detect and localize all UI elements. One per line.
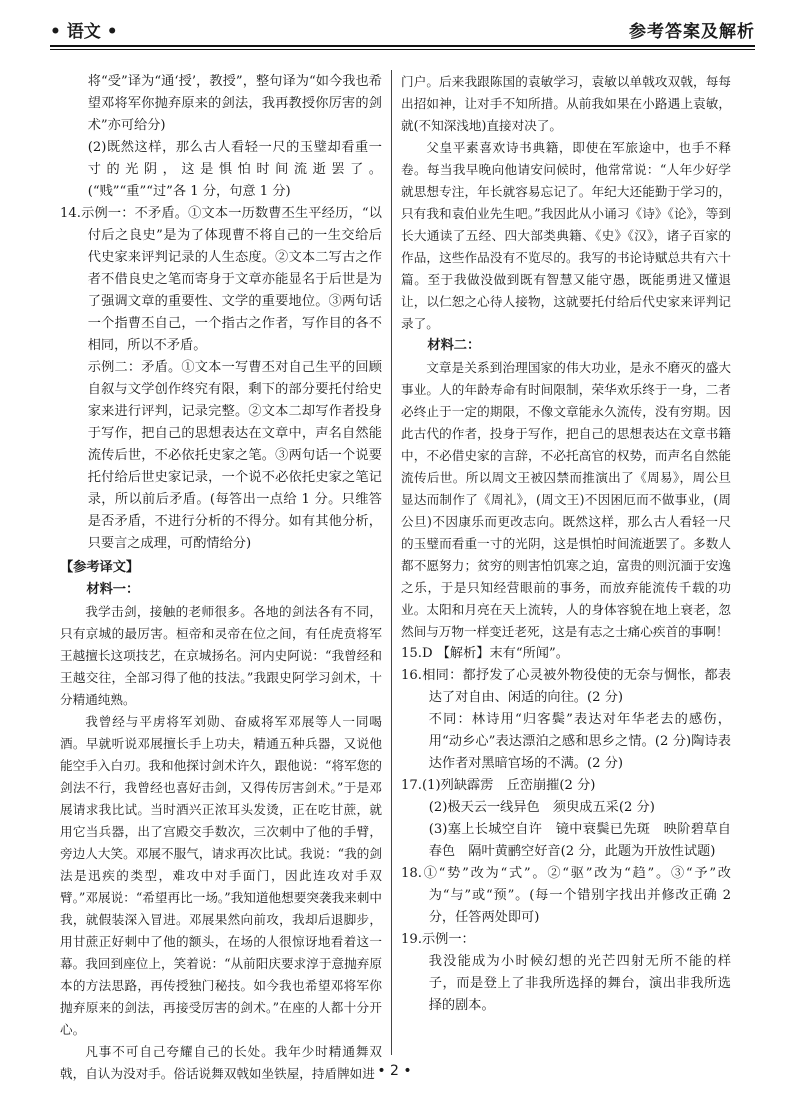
answer-14-example-2: 示例二：矛盾。①文本一写曹丕对自己生平的回顾自叙与文学创作终究有限，剩下的部分要托付给史家来进行评判，记录完整。②文本二却写作者投身于写作，把自己的思想表达在文章中，声名自然能流传后世，不必依托史家之笔。③两句话一个说要托付给后世史家记录，一个说不必依托史家之笔记录，所以前后矛盾。(每答出一点给 1 分。只维答是否矛盾，不进行分析的不得分。如有其他分析，只要言之成理，可酌情给分) xyxy=(87,360,382,551)
answer-17-3: (3)塞上长城空自许 镜中衰鬓已先斑 映阶碧草自春色 隔叶黄鹂空好音(2 分，此题为开放性试题) xyxy=(428,822,731,859)
left-column xyxy=(60,71,382,1085)
answer-17-1: 17.(1)列缺霹雳 丘峦崩摧(2 分) xyxy=(401,778,596,793)
answer-13-1-tail: 将“受”译为“通‘授’，教授”，整句译为“如今我也希望邓将军你抛弃原来的剑法，我再教授你厉害的剑术”亦可给分) xyxy=(87,74,382,133)
answer-16-diff: 不同：林诗用“归客鬓”表达对年华老去的感伤，用“动乡心”表达漂泊之感和思乡之情。(2 分)陶诗表达作者对黑暗官场的不满。(2 分) xyxy=(428,712,731,771)
page-number: • 2 • xyxy=(377,1063,412,1079)
translation-paragraph: 父皇平素喜欢诗书典籍，即使在军旅途中，也手不释卷。每当我早晚向他请安问候时，他常常说：“人年少好学就思想专注，年长就容易忘记了。年纪大还能勤于学习的，只有我和袁伯业先生吧。”我因此从小诵习《诗》《论》，等到长大通读了五经、四大部类典籍、《史》《汉》，诸子百家的作品，这些作品没有不览尽的。我写的书论诗赋总共有六十篇。至于我做没做到既有智慧又能守愚，既能勇进又懂退让，以仁恕之心待人接物，这就要托付给后代史家来评判记录了。 xyxy=(401,140,731,331)
right-column xyxy=(401,71,731,1017)
page-header xyxy=(50,14,755,42)
material-2-heading: 材料二： xyxy=(427,338,481,353)
material-1-heading: 材料一： xyxy=(86,582,140,597)
answer-17-2: (2)极天云一线异色 须臾成五采(2 分) xyxy=(428,800,655,815)
header-rule-thin xyxy=(50,49,755,50)
answer-19-example: 我没能成为小时候幻想的光芒四射无所不能的样子，而是登上了非我所选择的舞台，演出非我所选择的剧本。 xyxy=(428,954,731,1013)
translation-paragraph: 我学击剑，接触的老师很多。各地的剑法各有不同，只有京城的最厉害。桓帝和灵帝在位之间，有任虎贲将军王越擅长这项技艺，在京城扬名。河内史阿说：“我曾经和王越交往，全部习得了他的技法。”我跟史阿学习剑术，十分精通纯熟。 xyxy=(60,604,382,707)
translation-paragraph: 文章是关系到治理国家的伟大功业，是永不磨灭的盛大事业。人的年龄寿命有时间限制，荣华欢乐终于一身，二者必终止于一定的期限，不像文章能永久流传，没有穷期。因此古代的作者，投身于写作，把自己的思想表达在文章书籍中，不必借史家的言辞，不必托高官的权势，而声名自然能流传后世。所以周文王被囚禁而推演出了《周易》，周公旦显达而制作了《周礼》，(周文王)不因困厄而不做事业，(周公旦)不因康乐而更改志向。既然这样，那么古人看轻一尺的玉璧而看重一寸的光阴，这是惧怕时间流逝罢了。多数人都不愿努力；贫穷的则害怕饥寒之迫，富贵的则沉湎于安逸之乐，于是只知经营眼前的事务，而放弃能流传千载的功业。太阳和月亮在天上流转，人的身体容貌在地上衰老，忽然间与万物一样变迁老死，这是有志之士痛心疾首的事啊！ xyxy=(401,360,731,639)
answer-14-example-1: 14.示例一：不矛盾。①文本一历数曹丕生平经历，“以付后之良史”是为了体现曹不将自己的一生交给后代史家来评判记录的人生态度。②文本二写古之作者不借良史之笔而寄身于文章亦能显名于后世是为了强调文章的重要性、文学的重要地位。③两句话一个指曹丕自己，一个指古之作者，写作目的各不相同，所以不矛盾。 xyxy=(60,206,382,353)
translation-paragraph: 凡事不可自己夸耀自己的长处。我年少时精通舞双戟，自认为没对手。俗话说舞双戟如坐铁屋，持盾牌如进 xyxy=(60,1044,382,1081)
answer-13-2: (2)既然这样，那么古人看轻一尺的玉璧却看重一寸的光阴，这是惧怕时间流逝罢了。(“贱”“重”“过”各 1 分，句意 1 分) xyxy=(87,140,382,199)
translation-paragraph: 我曾经与平虏将军刘勋、奋威将军邓展等人一同喝酒。早就听说邓展擅长手上功夫，精通五种兵器，又说他能空手入白刃。我和他探讨剑术许久，跟他说：“将军您的剑法不行，我曾经也喜好击剑，又得传厉害剑术。”于是邓展请求我比试。当时酒兴正浓耳头发烫，正在吃甘蔗，就用它当兵器，出了宫殿交手数次，三次刺中了他的手臂，旁边人大笑。邓展不服气，请求再次比试。我说：“我的剑法是迅疾的类型，难攻中对手面门，因此连攻对手双臂。”邓展说：“希望再比一场。”我知道他想要突袭我来刺中我，就假装深入冒进。邓展果然向前攻，我却后退脚步，用甘蔗正好刺中了他的额头，在场的人很惊讶地看着这一幕。我回到座位上，笑着说：“从前阳庆要求淳于意抛弃原本的方法思路，再传授独门秘技。如今我也希望邓将军你抛弃原来的剑法，再接受厉害的剑术。”在座的人都十分开心。 xyxy=(60,714,382,1037)
column-divider xyxy=(391,70,392,1055)
reference-translation-heading: 【参考译文】 xyxy=(60,560,140,575)
answer-19-heading: 19.示例一： xyxy=(401,932,475,947)
answer-16-same: 16.相同：都抒发了心灵被外物役使的无奈与惆怅，都表达了对自由、闲适的向往。(2 分) xyxy=(401,668,731,705)
answer-18: 18.①“势”改为“式”。②“驱”改为“趋”。③“予”改为“与”或“预”。(每一个错别字找出并修改正确 2 分，任答两处即可) xyxy=(401,866,731,925)
translation-paragraph: 门户。后来我跟陈国的袁敏学习，袁敏以单戟攻双戟，每每出招如神，让对手不知所措。从前我如果在小路遇上袁敏，就(不知深浅地)直接对决了。 xyxy=(401,74,731,133)
subject-label: • 语文 • xyxy=(50,22,118,42)
header-title: 参考答案及解析 xyxy=(629,22,755,42)
header-rule xyxy=(50,45,755,47)
answer-15: 15.D 【解析】末有“所闻”。 xyxy=(401,646,569,661)
